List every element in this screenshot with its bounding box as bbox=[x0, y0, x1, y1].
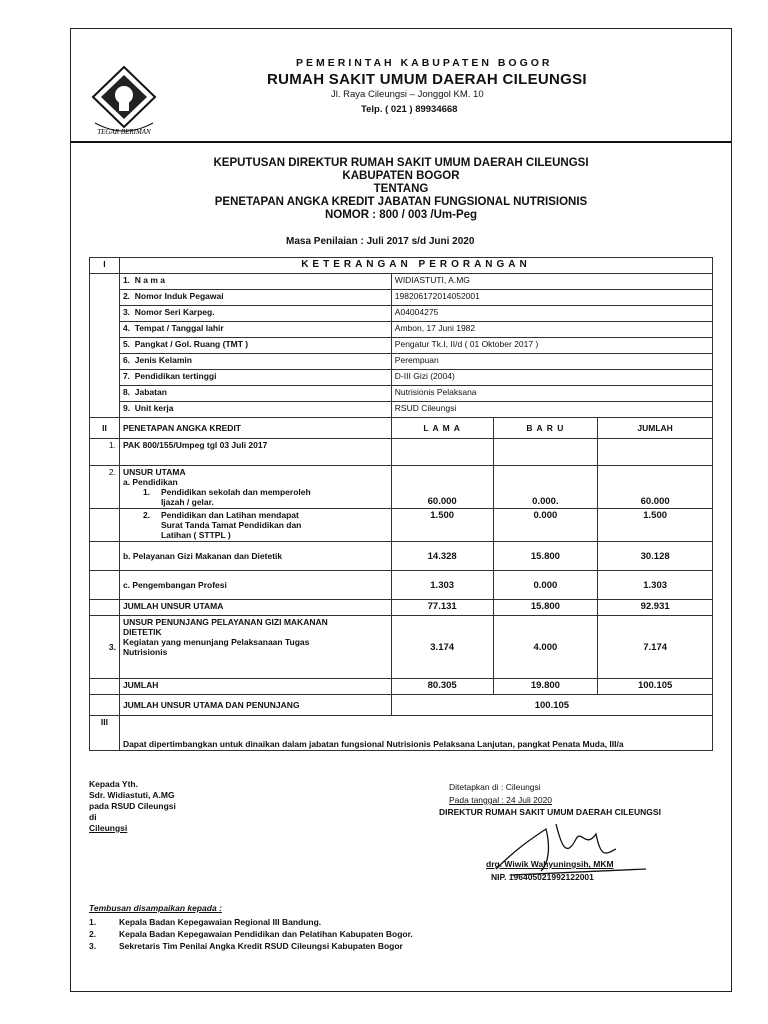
row-label: Jenis Kelamin bbox=[134, 355, 192, 365]
addressee-line: Cileungsi bbox=[89, 823, 128, 833]
penunjang-line-1: UNSUR PENUNJANG PELAYANAN GIZI MAKANAN bbox=[122, 617, 328, 627]
row-no: 4. bbox=[122, 323, 131, 333]
penunjang-cell bbox=[119, 616, 391, 679]
addressee-line: pada RSUD Cileungsi bbox=[89, 801, 176, 811]
pend2-jumlah: 1.500 bbox=[598, 509, 713, 542]
pak-reference: PAK 800/155/Umpeg tgl 03 Juli 2017 bbox=[119, 439, 391, 466]
jumlah-total-label: JUMLAH UNSUR UTAMA DAN PENUNJANG bbox=[119, 695, 391, 716]
jumlah-lama: 80.305 bbox=[391, 679, 493, 695]
penunjang-baru: 4.000 bbox=[493, 616, 598, 679]
personal-value: RSUD Cileungsi bbox=[391, 402, 712, 418]
cc-title: Tembusan disampaikan kepada : bbox=[89, 903, 222, 913]
cc-list bbox=[89, 916, 413, 952]
pend2-no: 2. bbox=[142, 510, 151, 520]
jumlah-jumlah: 100.105 bbox=[598, 679, 713, 695]
penunjang-line-2: DIETETIK bbox=[122, 627, 162, 637]
decision-date: Pada tanggal : 24 Juli 2020 bbox=[449, 795, 553, 805]
empty-cell bbox=[90, 679, 120, 695]
pelayanan-label: b. Pelayanan Gizi Makanan dan Dietetik bbox=[119, 542, 391, 571]
empty-cell bbox=[90, 542, 120, 571]
section-1-heading: KETERANGAN PERORANGAN bbox=[119, 258, 712, 274]
document-page bbox=[70, 28, 732, 992]
pend1-lama: 60.000 bbox=[391, 466, 493, 509]
cc-text: Kepala Badan Kepegawaian Pendidikan dan Pelatihan Kabupaten Bogor. bbox=[119, 929, 413, 939]
personal-value: Ambon, 17 Juni 1982 bbox=[391, 322, 712, 338]
director-title: DIREKTUR RUMAH SAKIT UMUM DAERAH CILEUNGSI bbox=[439, 807, 661, 817]
jumlah-label: JUMLAH bbox=[119, 679, 391, 695]
cc-no: 3. bbox=[89, 941, 97, 951]
personal-label bbox=[119, 402, 391, 418]
personal-label bbox=[119, 322, 391, 338]
penunjang-line-3: Kegiatan yang menunjang Pelaksanaan Tugas Nutrisionis bbox=[122, 637, 310, 657]
recommendation-text: Dapat dipertimbangkan untuk dinaikan dalam jabatan fungsional Nutrisionis Pelaksana Lanjutan, pangkat Penata Muda, III/a bbox=[119, 716, 712, 751]
assessment-period: Masa Penilaian : Juli 2017 s/d Juni 2020 bbox=[286, 236, 475, 247]
pend1-no: 1. bbox=[142, 487, 151, 497]
pend2-text: Pendidikan dan Latihan mendapat Surat Tanda Tamat Pendidikan dan Latihan ( STTPL ) bbox=[160, 510, 302, 540]
col-lama: L A M A bbox=[391, 418, 493, 439]
row-label: Tempat / Tanggal lahir bbox=[134, 323, 224, 333]
section-1-roman: I bbox=[90, 258, 120, 274]
row-label: Jabatan bbox=[134, 387, 167, 397]
utama-no: 2. bbox=[90, 466, 120, 509]
cc-text: Kepala Badan Kepegawaian Regional III Bandung. bbox=[119, 917, 322, 927]
row-no: 3. bbox=[122, 307, 131, 317]
pend2-baru: 0.000 bbox=[493, 509, 598, 542]
empty-cell bbox=[90, 571, 120, 600]
penunjang-lama: 3.174 bbox=[391, 616, 493, 679]
cc-item bbox=[89, 916, 413, 928]
pelayanan-lama: 14.328 bbox=[391, 542, 493, 571]
penunjang-jumlah: 7.174 bbox=[598, 616, 713, 679]
logo-motto: TEGAR BERIMAN bbox=[97, 128, 151, 136]
row-no: 1. bbox=[122, 275, 131, 285]
profesi-label: c. Pengembangan Profesi bbox=[119, 571, 391, 600]
row-no: 6. bbox=[122, 355, 131, 365]
hospital-address: Jl. Raya Cileungsi – Jonggol KM. 10 bbox=[331, 89, 484, 100]
empty-cell bbox=[90, 600, 120, 616]
pend2-cell bbox=[119, 509, 391, 542]
pend2-lama: 1.500 bbox=[391, 509, 493, 542]
decision-place: Ditetapkan di : Cileungsi bbox=[449, 782, 541, 792]
hospital-name: RUMAH SAKIT UMUM DAERAH CILEUNGSI bbox=[267, 71, 587, 88]
signer-name: drg. Wiwik Wahyuningsih, MKM bbox=[486, 859, 614, 869]
addressee-line: Kepada Yth. bbox=[89, 779, 138, 789]
regency-logo-icon bbox=[89, 63, 159, 139]
section-1-spacer bbox=[90, 274, 120, 418]
pak-no: 1. bbox=[90, 439, 120, 466]
col-jumlah: JUMLAH bbox=[598, 418, 713, 439]
empty-cell bbox=[493, 439, 598, 466]
signer-nip: NIP. 196405021992122001 bbox=[491, 872, 594, 882]
personal-value: A04004275 bbox=[391, 306, 712, 322]
title-line-5: NOMOR : 800 / 003 /Um-Peg bbox=[324, 209, 478, 221]
title-line-1: KEPUTUSAN DIREKTUR RUMAH SAKIT UMUM DAERAH CILEUNGSI bbox=[213, 157, 589, 169]
cc-no: 2. bbox=[89, 929, 97, 939]
row-no: 2. bbox=[122, 291, 131, 301]
empty-cell bbox=[90, 509, 120, 542]
pendidikan-label: a. Pendidikan bbox=[122, 477, 178, 487]
cc-no: 1. bbox=[89, 917, 97, 927]
jumlah-utama-label: JUMLAH UNSUR UTAMA bbox=[119, 600, 391, 616]
row-no: 8. bbox=[122, 387, 131, 397]
personal-value: D-III Gizi (2004) bbox=[391, 370, 712, 386]
pend1-text: Pendidikan sekolah dan memperoleh Ijazah / gelar. bbox=[160, 487, 311, 507]
jumlah-total-value: 100.105 bbox=[391, 695, 712, 716]
row-label: Unit kerja bbox=[134, 403, 174, 413]
personal-label bbox=[119, 354, 391, 370]
pelayanan-baru: 15.800 bbox=[493, 542, 598, 571]
personal-label bbox=[119, 274, 391, 290]
cc-text: Sekretaris Tim Penilai Angka Kredit RSUD Cileungsi Kabupaten Bogor bbox=[119, 941, 403, 951]
jumlah-baru: 19.800 bbox=[493, 679, 598, 695]
personal-value: WIDIASTUTI, A.MG bbox=[391, 274, 712, 290]
section-3-roman: III bbox=[90, 716, 120, 751]
col-baru: B A R U bbox=[493, 418, 598, 439]
personal-label bbox=[119, 386, 391, 402]
cc-item bbox=[89, 940, 413, 952]
profesi-lama: 1.303 bbox=[391, 571, 493, 600]
pend1-row bbox=[123, 487, 388, 507]
jumlah-utama-lama: 77.131 bbox=[391, 600, 493, 616]
personal-label bbox=[119, 370, 391, 386]
empty-cell bbox=[391, 439, 493, 466]
decision-block bbox=[449, 781, 552, 807]
penunjang-no: 3. bbox=[90, 616, 120, 679]
jumlah-utama-jumlah: 92.931 bbox=[598, 600, 713, 616]
profesi-baru: 0.000 bbox=[493, 571, 598, 600]
row-label: Nomor Seri Karpeg. bbox=[134, 307, 215, 317]
addressee-block bbox=[89, 779, 176, 834]
pend1-baru: 0.000. bbox=[493, 466, 598, 509]
profesi-jumlah: 1.303 bbox=[598, 571, 713, 600]
title-line-4: PENETAPAN ANGKA KREDIT JABATAN FUNGSIONAL NUTRISIONIS bbox=[214, 196, 588, 208]
personal-value: Nutrisionis Pelaksana bbox=[391, 386, 712, 402]
row-no: 7. bbox=[122, 371, 131, 381]
personal-value: Pengatur Tk.I, II/d ( 01 Oktober 2017 ) bbox=[391, 338, 712, 354]
row-label: Pangkat / Gol. Ruang (TMT ) bbox=[134, 339, 249, 349]
empty-cell bbox=[598, 439, 713, 466]
personal-label bbox=[119, 338, 391, 354]
pelayanan-jumlah: 30.128 bbox=[598, 542, 713, 571]
section-2-heading: PENETAPAN ANGKA KREDIT bbox=[119, 418, 391, 439]
addressee-line: Sdr. Widiastuti, A.MG bbox=[89, 790, 175, 800]
title-line-2: KABUPATEN BOGOR bbox=[342, 170, 460, 182]
header-divider bbox=[71, 141, 731, 143]
row-no: 9. bbox=[122, 403, 131, 413]
empty-cell bbox=[90, 695, 120, 716]
gov-name: PEMERINTAH KABUPATEN BOGOR bbox=[296, 57, 553, 69]
row-label: Nomor Induk Pegawai bbox=[134, 291, 224, 301]
row-label: Pendidikan tertinggi bbox=[134, 371, 217, 381]
credit-table bbox=[89, 257, 713, 751]
personal-value: 198206172014052001 bbox=[391, 290, 712, 306]
pend2-row bbox=[123, 510, 388, 540]
row-no: 5. bbox=[122, 339, 131, 349]
jumlah-utama-baru: 15.800 bbox=[493, 600, 598, 616]
unsur-utama-block bbox=[119, 466, 391, 509]
personal-label bbox=[119, 306, 391, 322]
title-line-3: TENTANG bbox=[373, 183, 429, 195]
addressee-line: di bbox=[89, 812, 97, 822]
personal-label bbox=[119, 290, 391, 306]
unsur-utama-label: UNSUR UTAMA bbox=[122, 467, 186, 477]
personal-value: Perempuan bbox=[391, 354, 712, 370]
row-label: N a m a bbox=[134, 275, 166, 285]
section-2-roman: II bbox=[90, 418, 120, 439]
hospital-phone: Telp. ( 021 ) 89934668 bbox=[361, 104, 458, 115]
pend1-jumlah: 60.000 bbox=[598, 466, 713, 509]
cc-item bbox=[89, 928, 413, 940]
